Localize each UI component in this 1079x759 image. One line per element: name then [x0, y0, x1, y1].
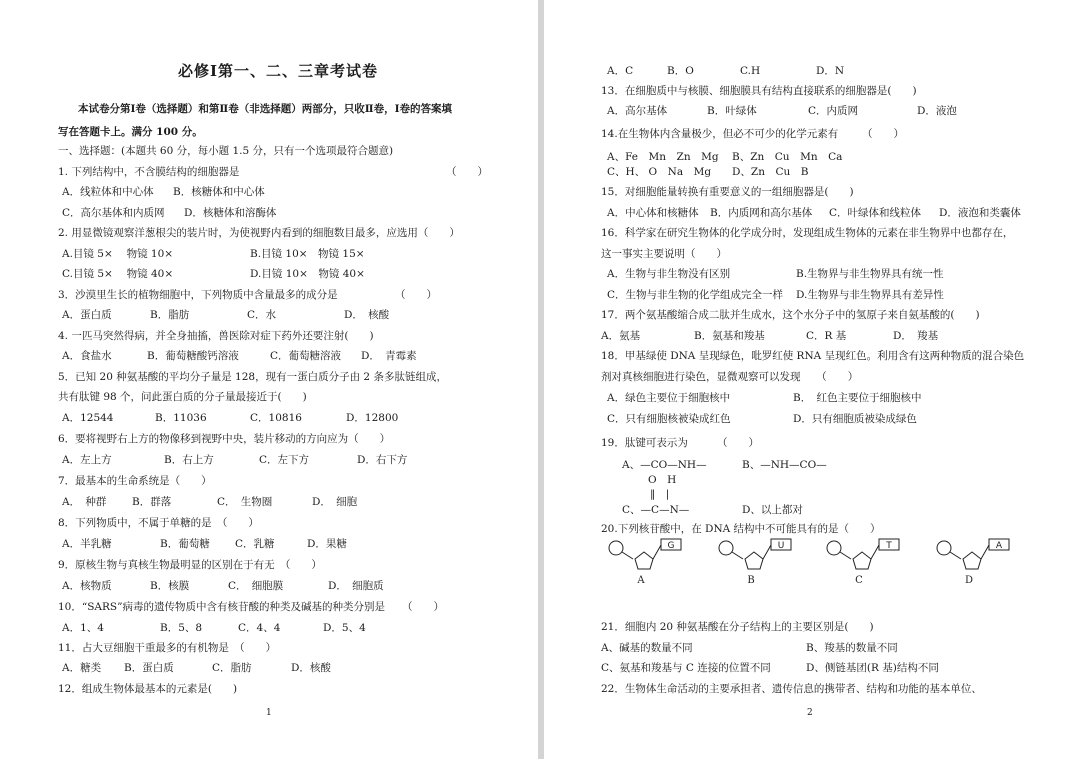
- question-15-option-c: C．叶绿体和线粒体: [829, 207, 922, 219]
- question-13-option-d: D．液泡: [917, 105, 957, 117]
- question-2-option-b: B.目镜 10× 物镜 15×: [250, 248, 365, 260]
- base-label-b: U: [777, 541, 785, 551]
- question-5-option-b: B．11036: [155, 412, 207, 424]
- question-17-option-a: A．氨基: [601, 330, 641, 342]
- question-2-option-d: D.目镜 10× 物镜 40×: [250, 268, 365, 280]
- question-3-option-a: A．蛋白质: [62, 309, 112, 321]
- question-4-option-c: C．葡萄糖溶液: [270, 350, 342, 362]
- question-16-line-2: 这一事实主要说明（ ）: [601, 248, 727, 260]
- question-18-line-2: 剂对真核细胞进行染色，显微观察可以发现 （ ）: [601, 371, 859, 383]
- question-9-option-d: D． 细胞质: [328, 580, 384, 592]
- choice-label-d: D: [964, 575, 974, 586]
- question-21-option-b: B、羧基的数量不同: [806, 642, 898, 654]
- question-15-option-d: D．液泡和类囊体: [939, 207, 1021, 219]
- question-18-option-a: A．绿色主要位于细胞核中: [607, 392, 731, 404]
- question-11-option-a: A．糖类: [62, 662, 102, 674]
- question-1-option-b: B．核糖体和中心体: [173, 186, 265, 198]
- question-10-option-c: C．4、4: [238, 622, 281, 634]
- question-8-option-c: C．乳糖: [235, 538, 275, 550]
- choice-label-c: C: [855, 575, 863, 586]
- question-7-stem: 7．最基本的生命系统是（ ）: [58, 475, 212, 487]
- question-15-option-b: B．内质网和高尔基体: [710, 207, 813, 219]
- question-7-option-d: D． 细胞: [312, 496, 358, 508]
- question-1-option-d: D．核糖体和溶酶体: [184, 207, 277, 219]
- base-label-d: A: [995, 541, 1003, 551]
- question-21-option-d: D、侧链基团(R 基)结构不同: [806, 662, 939, 674]
- question-19-option-c-atoms: O H: [648, 474, 677, 486]
- question-16-line-1: 16．科学家在研究生物体的化学成分时，发现组成生物体的元素在非生物界中也都存在，: [601, 227, 1014, 239]
- question-9-option-b: B．核膜: [150, 580, 190, 592]
- question-10-paren: （ ）: [402, 601, 444, 613]
- question-6-option-b: B．右上方: [164, 454, 214, 466]
- question-11-option-b: B．蛋白质: [124, 662, 174, 674]
- question-14-option-d: D、Zn Cu B: [732, 166, 809, 178]
- question-19-option-d: D、以上都对: [742, 504, 803, 516]
- question-14-option-b: B、Zn Cu Mn Ca: [732, 151, 843, 163]
- question-18-option-b: B． 红色主要位于细胞核中: [793, 392, 922, 404]
- question-9-stem: 9．原核生物与真核生物最明显的区别在于有无 （ ）: [58, 559, 322, 571]
- question-6-option-a: A．左上方: [62, 454, 112, 466]
- base-label-a: G: [667, 541, 675, 551]
- question-21-stem: 21．细胞内 20 种氨基酸在分子结构上的主要区别是( ): [601, 621, 874, 633]
- question-9-option-a: A．核物质: [62, 580, 112, 592]
- question-8-stem: 8．下列物质中，不属于单糖的是 （ ）: [58, 517, 259, 529]
- choice-label-b: B: [747, 575, 755, 586]
- question-18-option-d: D．只有细胞质被染成绿色: [793, 413, 917, 425]
- question-3-paren: （ ）: [395, 289, 437, 301]
- question-1-paren: （ ）: [446, 166, 488, 178]
- question-7-option-a: A． 种群: [62, 496, 107, 508]
- question-6-option-c: C．左下方: [259, 454, 310, 466]
- question-9-option-c: C． 细胞膜: [228, 580, 284, 592]
- question-8-option-d: D．果糖: [307, 538, 347, 550]
- question-17-option-b: B．氨基和羧基: [694, 330, 765, 342]
- question-7-option-c: C． 生物圈: [217, 496, 273, 508]
- exam-title: 必修Ⅰ第一、二、三章考试卷: [178, 62, 379, 80]
- question-19-option-b: B、—NH—CO—: [742, 459, 827, 471]
- question-17-option-d: D． 羧基: [893, 330, 939, 342]
- question-16-option-c: C．生物与非生物的化学组成完全一样: [607, 289, 784, 301]
- question-2-option-a: A.目镜 5× 物镜 10×: [62, 248, 174, 260]
- exam-page-right: [544, 0, 1079, 759]
- intro-line-2: 写在答题卡上。满分 100 分。: [58, 126, 203, 138]
- question-12-option-b: B．O: [667, 65, 694, 77]
- question-4-option-b: B．葡萄糖酸钙溶液: [147, 350, 239, 362]
- question-11-option-d: D．核酸: [291, 662, 331, 674]
- question-13-option-b: B．叶绿体: [707, 105, 757, 117]
- question-18-option-c: C．只有细胞核被染成红色: [607, 413, 731, 425]
- question-16-option-a: A．生物与非生物没有区别: [607, 268, 731, 280]
- question-3-option-d: D． 核酸: [344, 309, 390, 321]
- question-5-line-2: 共有肽键 98 个，问此蛋白质的分子量最接近于( ): [58, 391, 307, 403]
- question-13-option-a: A．高尔基体: [607, 105, 668, 117]
- question-10-option-a: A．1、4: [62, 622, 104, 634]
- question-8-option-b: B．葡萄糖: [160, 538, 210, 550]
- question-4-option-a: A．食盐水: [62, 350, 112, 362]
- question-11-stem: 11．占大豆细胞干重最多的有机物是 （ ）: [58, 642, 277, 654]
- question-3-option-c: C．水: [247, 309, 277, 321]
- section-heading: 一、选择题：(本题共 60 分，每小题 1.5 分，只有一个选项最符合题意): [58, 145, 394, 157]
- question-2-option-c: C.目镜 5× 物镜 40×: [62, 268, 174, 280]
- question-13-option-c: C．内质网: [808, 105, 859, 117]
- question-14-option-c: C、H、 O Na Mg: [607, 166, 712, 178]
- question-5-option-a: A．12544: [62, 412, 114, 424]
- question-5-option-c: C．10816: [250, 412, 302, 424]
- question-3-stem: 3．沙漠里生长的植物细胞中，下列物质中含量最多的成分是: [58, 289, 338, 301]
- question-7-option-b: B．群落: [132, 496, 172, 508]
- page-number-left: 1: [266, 708, 272, 718]
- question-21-option-c: C、氨基和羧基与 C 连接的位置不同: [601, 662, 771, 674]
- question-13-stem: 13．在细胞质中与核膜、细胞膜具有结构直接联系的细胞器是( ): [601, 85, 917, 97]
- question-4-stem: 4. 一匹马突然得病，并全身抽搐，兽医除对症下药外还要注射( ): [58, 330, 374, 342]
- question-19-option-c-bonds: ‖ |: [650, 488, 670, 500]
- question-19-paren: （ ）: [717, 437, 759, 449]
- question-17-stem: 17．两个氨基酸缩合成二肽并生成水，这个水分子中的氢原子来自氨基酸的( ): [601, 309, 980, 321]
- base-label-c: T: [886, 541, 892, 551]
- question-19-stem: 19．肽键可表示为: [601, 437, 688, 449]
- question-16-option-b: B.生物界与非生物界具有统一性: [796, 268, 944, 280]
- question-1-option-a: A．线粒体和中心体: [62, 186, 154, 198]
- question-19-option-a: A、—CO—NH—: [622, 459, 707, 471]
- question-12-option-a: A．C: [607, 65, 634, 77]
- question-14-paren: （ ）: [862, 128, 904, 140]
- question-5-line-1: 5．已知 20 种氨基酸的平均分子量是 128，现有一蛋白质分子由 2 条多肽链组成，: [58, 371, 447, 383]
- question-19-option-c: C、—C—N—: [622, 504, 690, 516]
- nucleotide-a: [609, 539, 681, 586]
- intro-line-1: 本试卷分第Ⅰ卷（选择题）和第Ⅱ卷（非选择题）两部分，只收Ⅱ卷，Ⅰ卷的答案填: [78, 103, 453, 115]
- question-11-option-c: C．脂肪: [212, 662, 252, 674]
- question-6-option-d: D．右下方: [357, 454, 408, 466]
- question-18-line-1: 18．甲基绿使 DNA 呈现绿色，吡罗红使 RNA 呈现红色。利用含有这两种物质的混合染色: [601, 350, 1025, 362]
- question-12-option-c: C.H: [740, 65, 761, 77]
- question-17-option-c: C．R 基: [806, 330, 847, 342]
- question-21-option-a: A、碱基的数量不同: [601, 642, 693, 654]
- question-3-option-b: B．脂肪: [150, 309, 190, 321]
- question-2-stem: 2. 用显微镜观察洋葱根尖的装片时，为使视野内看到的细胞数目最多，应选用（ ）: [58, 227, 460, 239]
- question-1-stem: 1. 下列结构中，不含膜结构的细胞器是: [58, 166, 240, 178]
- question-6-stem: 6．要将视野右上方的物像移到视野中央，装片移动的方向应为（ ）: [58, 433, 391, 445]
- nucleotide-d: [937, 539, 1009, 586]
- question-15-stem: 15．对细胞能量转换有重要意义的一组细胞器是( ): [601, 186, 854, 198]
- question-14-stem: 14.在生物体内含量极少，但必不可少的化学元素有: [601, 128, 839, 140]
- question-20-stem: 20.下列核苷酸中，在 DNA 结构中不可能具有的是（ ）: [601, 523, 881, 535]
- question-12-option-d: D．N: [816, 65, 845, 77]
- question-14-option-a: A、Fe Mn Zn Mg: [607, 151, 719, 163]
- question-10-stem: 10．“SARS”病毒的遗传物质中含有核苷酸的种类及碱基的种类分别是: [58, 601, 385, 613]
- question-10-option-d: D．5、4: [323, 622, 366, 634]
- question-4-option-d: D． 青霉素: [361, 350, 417, 362]
- page-number-right: 2: [807, 708, 813, 718]
- question-1-option-c: C．高尔基体和内质网: [62, 207, 165, 219]
- question-8-option-a: A．半乳糖: [62, 538, 112, 550]
- question-15-option-a: A．中心体和核糖体: [607, 207, 699, 219]
- question-12-stem: 12．组成生物体最基本的元素是( ): [58, 683, 238, 695]
- nucleotide-b: [719, 539, 791, 586]
- choice-label-a: A: [637, 575, 645, 586]
- question-5-option-d: D．12800: [346, 412, 399, 424]
- nucleotide-c: [827, 539, 899, 586]
- nucleotide-diagram: [604, 538, 1024, 590]
- exam-page-left: [0, 0, 538, 759]
- question-22-stem: 22．生物体生命活动的主要承担者、遗传信息的携带者、结构和功能的基本单位、: [601, 683, 982, 695]
- question-16-option-d: D.生物界与非生物界具有差异性: [796, 289, 944, 301]
- question-10-option-b: B．5、8: [160, 622, 203, 634]
